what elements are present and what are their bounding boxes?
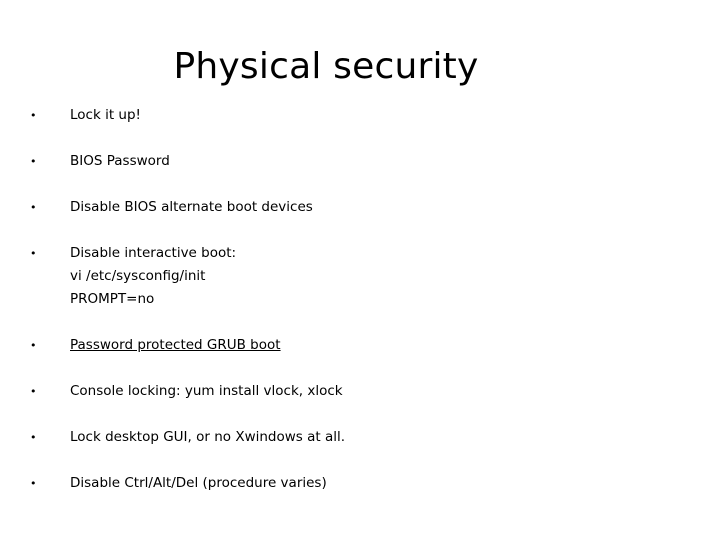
bullet-dot-icon: •: [30, 109, 37, 122]
bullet-item-bios-password: [30, 150, 690, 173]
bullet-item-desktop-gui: [30, 426, 690, 449]
bullet-text-setting: PROMPT=no: [70, 291, 155, 307]
bullet-dot-icon: •: [30, 247, 37, 260]
bullet-text: Console locking: yum install vlock, xlock: [70, 383, 343, 399]
bullet-item-grub: [30, 334, 690, 357]
bullet-list: [30, 104, 690, 518]
bullet-item-lock: [30, 104, 690, 127]
bullet-dot-icon: •: [30, 201, 37, 214]
bullet-item-bios-boot-devices: [30, 196, 690, 219]
bullet-dot-icon: •: [30, 385, 37, 398]
grub-boot-link[interactable]: Password protected GRUB boot: [70, 337, 281, 353]
bullet-text: Disable interactive boot:: [70, 245, 237, 261]
bullet-item-ctrl-alt-del: [30, 472, 690, 495]
bullet-text: Disable BIOS alternate boot devices: [70, 199, 313, 215]
slide-title: Physical security: [173, 46, 479, 87]
bullet-dot-icon: •: [30, 339, 37, 352]
bullet-dot-icon: •: [30, 155, 37, 168]
bullet-text: Lock it up!: [70, 107, 141, 123]
bullet-text: Disable Ctrl/Alt/Del (procedure varies): [70, 475, 327, 491]
bullet-text: BIOS Password: [70, 153, 170, 169]
bullet-item-interactive-boot: [30, 242, 690, 311]
bullet-text: Lock desktop GUI, or no Xwindows at all.: [70, 429, 346, 445]
bullet-dot-icon: •: [30, 431, 37, 444]
bullet-text-command: vi /etc/sysconfig/init: [70, 268, 206, 284]
bullet-dot-icon: •: [30, 477, 37, 490]
bullet-item-console-locking: [30, 380, 690, 403]
